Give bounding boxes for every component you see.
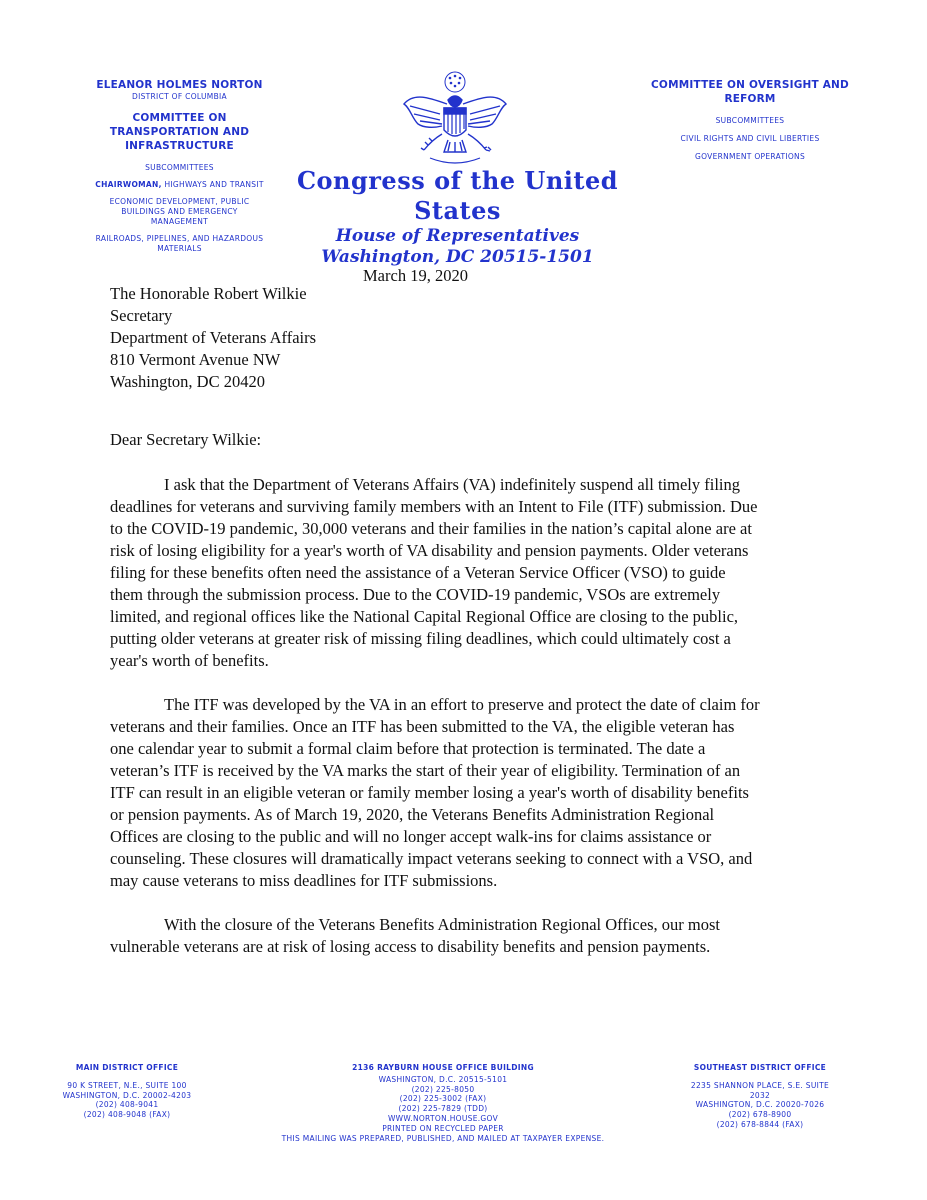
subcommittees-label-right: SUBCOMMITTEES (715, 116, 785, 125)
subcommittee-item (92, 180, 267, 190)
footer-left-line: (202) 408-9041 (95, 1100, 159, 1110)
committee-oversight-line2: REFORM (724, 93, 776, 105)
letterhead-right (650, 78, 850, 162)
recipient-line: Department of Veterans Affairs (110, 328, 317, 347)
masthead-congress: Congress of the United States (296, 166, 619, 225)
subcommittee-railroads: RAILROADS, PIPELINES, AND HAZARDOUS MATERIALS (95, 234, 264, 253)
committee-oversight-line1: COMMITTEE ON OVERSIGHT AND (651, 79, 849, 91)
member-name: ELEANOR HOLMES NORTON (96, 79, 263, 91)
subcommittees-label: SUBCOMMITTEES (145, 163, 214, 172)
footer-center-line: (202) 225-8050 (411, 1084, 475, 1094)
masthead-house: House of Representatives (335, 226, 580, 246)
letterhead-left (92, 78, 267, 254)
body-paragraph: I ask that the Department of Veterans Affairs (VA) indefinitely suspend all timely filing deadlines for veterans and surviving family members with an Intent to File (ITF) submission. Due to the COVID-19 pandemic, 30,000 veterans and their families in the nation’s capital alone are at risk of losing eligibility for a year's worth of VA disability and pension payments. Older veterans filing for these benefits often need the assistance of a Veteran Service Officer (VSO) to guide them through the submission process. Due to the COVID-19 pandemic, VSOs are extremely limited, and regional offices like the National Capital Regional Office are closing to the public, putting older veterans at greater risk of missing filing deadlines, which could ultimately cost a year's worth of benefits. (110, 475, 758, 670)
footer-left-title: MAIN DISTRICT OFFICE (75, 1063, 179, 1072)
footer-center-line: (202) 225-3002 (FAX) (399, 1094, 487, 1104)
footer-left-line: 90 K STREET, N.E., SUITE 100 (67, 1080, 187, 1090)
footer-left-line: (202) 408-9048 (FAX) (83, 1110, 171, 1120)
body-paragraph: With the closure of the Veterans Benefits Administration Regional Offices, our most vulnerable veterans are at risk of losing access to disability benefits and pension payments. (110, 915, 720, 956)
footer-center-title: 2136 RAYBURN HOUSE OFFICE BUILDING (352, 1063, 534, 1072)
committee-name-line2: TRANSPORTATION AND (109, 126, 250, 138)
footer-left-line: WASHINGTON, D.C. 20002-4203 (62, 1090, 192, 1100)
salutation: Dear Secretary Wilkie: (110, 430, 262, 449)
footer-right-title: SOUTHEAST DISTRICT OFFICE (693, 1063, 827, 1072)
footer-right-line: (202) 678-8900 (728, 1110, 792, 1120)
recipient-line: Washington, DC 20420 (110, 372, 265, 391)
subcommittee-government-operations: GOVERNMENT OPERATIONS (694, 152, 806, 161)
member-district: DISTRICT OF COLUMBIA (132, 92, 227, 101)
recipient-line: The Honorable Robert Wilkie (110, 284, 307, 303)
subcommittee-civil-rights: CIVIL RIGHTS AND CIVIL LIBERTIES (680, 134, 820, 143)
recipient-line: 810 Vermont Avenue NW (110, 350, 281, 369)
masthead (265, 166, 650, 268)
committee-name-line3: INFRASTRUCTURE (125, 140, 234, 152)
footer-website: WWW.NORTON.HOUSE.GOV (387, 1113, 499, 1123)
masthead-address: Washington, DC 20515-1501 (321, 247, 594, 267)
subcommittee-economic: ECONOMIC DEVELOPMENT, PUBLIC BUILDINGS AND EMERGENCY MANAGEMENT (109, 197, 250, 226)
letter-date: March 19, 2020 (363, 266, 468, 285)
footer-southeast-district-office (680, 1063, 840, 1130)
footer-recycled: PRINTED ON RECYCLED PAPER (382, 1123, 504, 1133)
recipient-line: Secretary (110, 306, 173, 325)
footer-main-district-office (62, 1063, 192, 1120)
footer-rayburn-office (281, 1063, 605, 1143)
committee-name-line1: COMMITTEE ON (132, 112, 227, 124)
recipient-address (110, 283, 316, 393)
letter-body (110, 474, 760, 980)
footer-right-line: WASHINGTON, D.C. 20020-7026 (695, 1100, 825, 1110)
body-paragraph: The ITF was developed by the VA in an effort to preserve and protect the date of claim for veterans and their families. Once an ITF has been submitted to the VA, the eligible veteran has one calendar year to submit a formal claim before that protection is terminated. The date a veteran’s ITF is received by the VA marks the start of their year of eligibility. Termination of an ITF can result in an eligible veteran or family member losing a year's worth of disability benefits or pension payments. As of March 19, 2020, the Veterans Benefits Administration Regional Offices are closing to the public and will no longer accept walk-ins for claims assistance or counseling. These closures will dramatically impact veterans seeking to connect with a VSO, and may cause veterans to miss deadlines for ITF submissions. (110, 695, 760, 890)
footer-center-line: WASHINGTON, D.C. 20515-5101 (378, 1074, 508, 1084)
footer-center-line: (202) 225-7829 (TDD) (398, 1104, 488, 1114)
footer-taxpayer-notice: THIS MAILING WAS PREPARED, PUBLISHED, AND MAILED AT TAXPAYER EXPENSE. (281, 1133, 605, 1143)
chairwoman-label: CHAIRWOMAN, (95, 180, 162, 189)
great-seal-eagle-icon (400, 68, 510, 173)
subcommittee-highways: HIGHWAYS AND TRANSIT (161, 180, 264, 189)
footer-right-line: 2235 SHANNON PLACE, S.E. SUITE 2032 (690, 1080, 830, 1100)
footer-right-line: (202) 678-8844 (FAX) (716, 1119, 804, 1129)
